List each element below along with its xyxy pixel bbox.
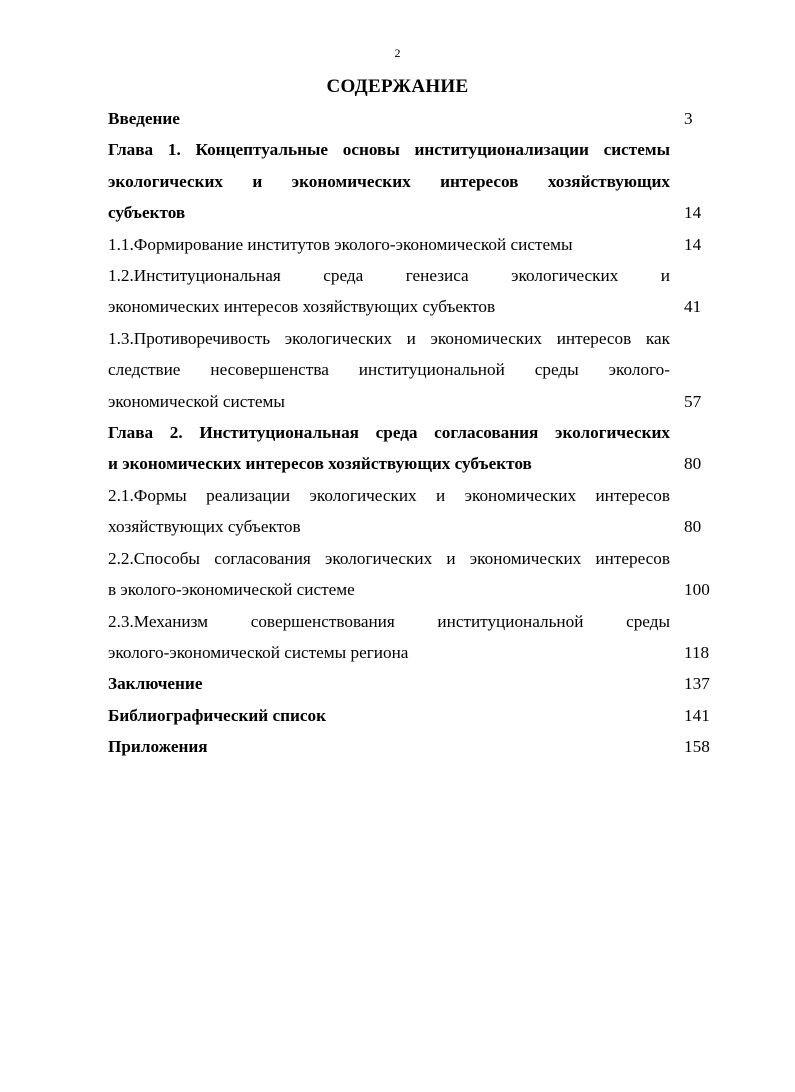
toc-entry-text: 1.1.Формирование институтов эколого-экономической системы bbox=[108, 234, 573, 254]
toc-entry-page: 118 bbox=[684, 642, 710, 662]
toc-entry-page: 41 bbox=[684, 297, 702, 317]
toc-entry-line: 2.2.Способы согласования экологических и экономических интересов bbox=[108, 548, 670, 568]
toc-entry-line: 2.1.Формы реализации экологических и экономических интересов bbox=[108, 485, 670, 505]
toc-entry-page: 137 bbox=[684, 674, 710, 694]
toc-entry-page: 158 bbox=[684, 737, 710, 757]
toc-entry-text: Библиографический список bbox=[108, 705, 327, 725]
toc-entry-conclusion bbox=[108, 668, 718, 699]
toc-entry-section-1-3 bbox=[108, 323, 718, 417]
toc-entry-line: Глава 1. Концептуальные основы институционализации системы bbox=[108, 140, 670, 160]
toc-entry-line: экономических интересов хозяйствующих субъектов bbox=[108, 297, 496, 317]
toc-entry-page: 14 bbox=[684, 203, 702, 223]
toc-entry-section-2-2 bbox=[108, 543, 718, 606]
toc-entry-text: Введение bbox=[108, 109, 180, 128]
page-title: СОДЕРЖАНИЕ bbox=[326, 76, 469, 97]
toc-entry-chapter-2 bbox=[108, 417, 718, 480]
toc-entry-bibliography bbox=[108, 700, 718, 731]
toc-entry-section-1-2 bbox=[108, 260, 718, 323]
toc-entry-page: 80 bbox=[684, 517, 702, 537]
toc-entry-page: 3 bbox=[684, 109, 693, 128]
toc-entry-line: и экономических интересов хозяйствующих субъектов bbox=[108, 454, 532, 474]
toc-entry-line: 1.3.Противоречивость экологических и экономических интересов как bbox=[108, 328, 670, 348]
toc-entry-line: экологических и экономических интересов хозяйствующих bbox=[108, 171, 670, 191]
toc-entry-text: Заключение bbox=[108, 674, 203, 694]
toc-entry-line: следствие несовершенства институциональной среды эколого- bbox=[108, 360, 670, 380]
toc-entry-line: хозяйствующих субъектов bbox=[108, 517, 301, 537]
toc-entry-page: 57 bbox=[684, 391, 702, 411]
toc-entry-section-1-1 bbox=[108, 229, 718, 260]
toc-entry-line: 1.2.Институциональная среда генезиса экологических и bbox=[108, 266, 670, 286]
toc-entry-chapter-1 bbox=[108, 134, 718, 228]
toc-entry-page: 100 bbox=[684, 580, 710, 600]
toc-entry-line: в эколого-экономической системе bbox=[108, 580, 355, 600]
toc-entry-line: субъектов bbox=[108, 203, 186, 223]
toc-entry-line: Глава 2. Институциональная среда согласования экологических bbox=[108, 423, 670, 443]
toc-entry-text: Приложения bbox=[108, 737, 208, 757]
toc-entry-page: 14 bbox=[684, 234, 702, 254]
toc-entry-line: экономической системы bbox=[108, 391, 285, 411]
toc-entry-line: 2.3.Механизм совершенствования институциональной среды bbox=[108, 611, 670, 631]
toc-entry-line: эколого-экономической системы региона bbox=[108, 642, 409, 662]
toc-entry-section-2-3 bbox=[108, 606, 718, 669]
page-number: 2 bbox=[394, 46, 401, 60]
table-of-contents bbox=[108, 103, 718, 763]
toc-entry-page: 80 bbox=[684, 454, 702, 474]
toc-entry-section-2-1 bbox=[108, 480, 718, 543]
toc-entry-page: 141 bbox=[684, 705, 710, 725]
toc-entry-introduction bbox=[108, 103, 718, 134]
toc-entry-appendices bbox=[108, 731, 718, 762]
